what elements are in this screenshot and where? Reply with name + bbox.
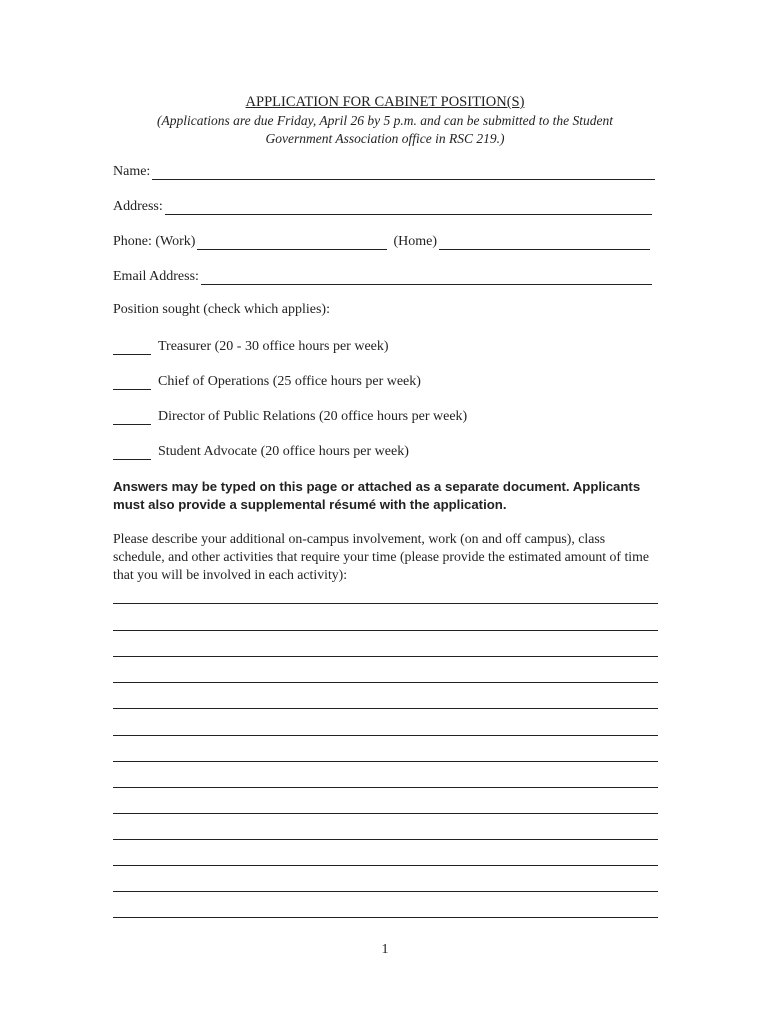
position-option-director-public-relations: [113, 407, 467, 425]
page-title: APPLICATION FOR CABINET POSITION(S): [245, 94, 525, 110]
address-row: [113, 197, 652, 215]
description-prompt: Please describe your additional on-campus involvement, work (on and off campus), class schedule, and other activities that require your time (please provide the estimated amount of time that you will be involved in each activity):: [113, 531, 649, 582]
student-advocate-checkbox[interactable]: [113, 446, 151, 460]
position-option-student-advocate: [113, 442, 409, 460]
name-field[interactable]: [152, 166, 655, 180]
answer-line[interactable]: [113, 630, 658, 631]
phone-work-field[interactable]: [197, 236, 387, 250]
answer-line[interactable]: [113, 787, 658, 788]
email-field[interactable]: [201, 271, 652, 285]
submission-note: Answers may be typed on this page or attached as a separate document. Applicants must also provide a supplemental résumé with the application.: [113, 479, 641, 512]
position-label: Student Advocate (20 office hours per week): [158, 444, 409, 459]
position-option-chief-of-operations: [113, 372, 421, 390]
director-public-relations-checkbox[interactable]: [113, 411, 151, 425]
address-field[interactable]: [165, 201, 652, 215]
phone-row: [113, 232, 650, 250]
position-label: Treasurer (20 - 30 office hours per week): [158, 339, 389, 354]
phone-home-label: (Home): [393, 234, 438, 249]
position-label: Chief of Operations (25 office hours per week): [158, 374, 421, 389]
phone-work-label: Phone: (Work): [113, 234, 196, 249]
answer-line[interactable]: [113, 839, 658, 840]
name-label: Name:: [113, 164, 151, 179]
position-prompt: Position sought (check which applies):: [113, 302, 330, 317]
position-option-treasurer: [113, 337, 389, 355]
name-row: [113, 162, 655, 180]
answer-line[interactable]: [113, 917, 658, 918]
chief-of-operations-checkbox[interactable]: [113, 376, 151, 390]
answer-line[interactable]: [113, 708, 658, 709]
answer-line[interactable]: [113, 891, 658, 892]
phone-home-field[interactable]: [439, 236, 650, 250]
address-label: Address:: [113, 199, 163, 214]
answer-line[interactable]: [113, 865, 658, 866]
answer-line[interactable]: [113, 813, 658, 814]
position-label: Director of Public Relations (20 office hours per week): [158, 409, 468, 424]
page-subtitle: (Applications are due Friday, April 26 by 5 p.m. and can be submitted to the Student Government Association office in RSC 219.): [157, 113, 613, 146]
treasurer-checkbox[interactable]: [113, 341, 151, 355]
page-number: 1: [381, 942, 389, 957]
answer-line[interactable]: [113, 682, 658, 683]
email-label: Email Address:: [113, 269, 199, 284]
answer-line[interactable]: [113, 735, 658, 736]
email-row: [113, 267, 652, 285]
answer-line[interactable]: [113, 603, 658, 604]
answer-line[interactable]: [113, 761, 658, 762]
answer-line[interactable]: [113, 656, 658, 657]
